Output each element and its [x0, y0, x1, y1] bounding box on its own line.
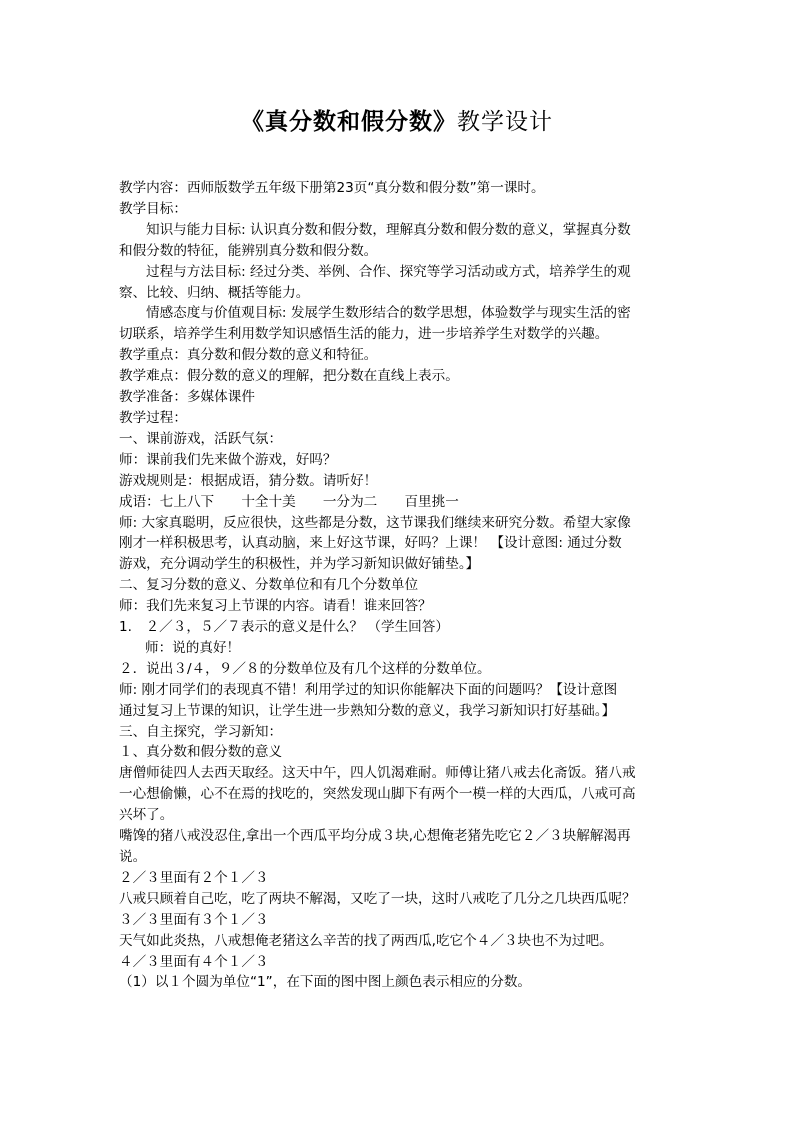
- teaching-difficulty: 教学难点：假分数的意义的理解，把分数在直线上表示。: [119, 368, 459, 385]
- document-body: [119, 178, 679, 993]
- paragraph-line: 通过复习上节课的知识，让学生进一步熟知分数的意义，我学习新知识打好基础。】: [119, 702, 616, 719]
- teaching-focus: 教学重点：真分数和假分数的意义和特征。: [119, 347, 378, 364]
- paragraph-line: 一心想偷懒，心不在焉的找吃的，突然发现山脚下有两个一模一样的大西瓜，八戒可高: [119, 786, 636, 803]
- knowledge-objective: 知识与能力目标: 认识真分数和假分数，理解真分数和假分数的意义，掌握真分数: [146, 221, 631, 238]
- question-1: 1. ２／３，５／７表示的意义是什么？ （学生回答）: [119, 619, 449, 636]
- subsection-heading: １、真分数和假分数的意义: [119, 744, 283, 761]
- paragraph-line: 天气如此炎热，八戒想俺老猪这么辛苦的找了两西瓜,吃它个４／３块也不为过吧。: [119, 932, 613, 949]
- paragraph-line: 游戏，充分调动学生的积极性，并为学习新知识做好铺垫。】: [119, 556, 480, 573]
- teaching-preparation: 教学准备：多媒体课件: [119, 389, 255, 406]
- teaching-content: 教学内容：西师版数学五年级下册第23页“真分数和假分数”第一课时。: [119, 180, 545, 196]
- attitude-objective-cont: 切联系，培养学生利用数学知识感悟生活的能力，进一步培养学生对数学的兴趣。: [119, 326, 609, 343]
- section-3-heading: 三、自主探究，学习新知：: [119, 723, 283, 740]
- paragraph-line: 师：我们先来复习上节课的内容。请看！谁来回答？: [119, 598, 432, 615]
- attitude-objective: 情感态度与价值观目标: 发展学生数形结合的数学思想，体验数学与现实生活的密: [146, 305, 631, 322]
- fraction-line: ３／３里面有３个１／３: [119, 911, 269, 928]
- fraction-line: ４／３里面有４个１／３: [119, 953, 269, 970]
- process-objective-cont: 察、比较、归纳、概括等能力。: [119, 284, 310, 301]
- paragraph-line: 唐僧师徒四人去西天取经。这天中午，四人饥渴难耐。师傅让猪八戒去化斋饭。猪八戒: [119, 765, 636, 782]
- teaching-objectives-heading: 教学目标：: [119, 200, 187, 217]
- paragraph-line: 游戏规则是：根据成语，猜分数。请听好！: [119, 472, 378, 489]
- paragraph-line: 师: 刚才同学们的表现真不错！利用学过的知识你能解决下面的问题吗？【设计意图: [119, 681, 618, 698]
- paragraph-line: 八戒只顾着自己吃，吃了两块不解渴，又吃了一块，这时八戒吃了几分之几块西瓜呢？: [119, 890, 636, 907]
- paragraph-line: （1）以１个圆为单位“1”，在下面的图中图上颜色表示相应的分数。: [119, 974, 532, 991]
- teaching-process-heading: 教学过程：: [119, 409, 187, 426]
- page-title: [0, 103, 794, 136]
- paragraph-line: 兴坏了。: [119, 807, 174, 824]
- section-2-heading: 二、复习分数的意义、分数单位和有几个分数单位: [119, 577, 419, 594]
- title-suffix: 教学设计: [457, 109, 553, 135]
- paragraph-line: 说。: [119, 849, 147, 865]
- section-1-heading: 一、课前游戏，活跃气氛：: [119, 430, 283, 447]
- fraction-line: ２／３里面有２个１／３: [119, 869, 269, 886]
- title-main: 《真分数和假分数》: [241, 108, 457, 135]
- process-objective: 过程与方法目标: 经过分类、举例、合作、探究等学习活动或方式，培养学生的观: [146, 263, 631, 280]
- question-2: ２．说出３/４，９／８的分数单位及有几个这样的分数单位。: [119, 660, 491, 677]
- paragraph-line: 师：说的真好！: [145, 639, 241, 656]
- idioms-line: 成语：七上八下 十全十美 一分为二 百里挑一: [119, 493, 459, 510]
- paragraph-line: 嘴馋的猪八戒没忍住,拿出一个西瓜平均分成３块,心想俺老猪先吃它２／３块解解渴再: [119, 828, 631, 845]
- knowledge-objective-cont: 和假分数的特征，能辨别真分数和假分数。: [119, 242, 378, 259]
- paragraph-line: 师: 大家真聪明，反应很快，这些都是分数，这节课我们继续来研究分数。希望大家像: [119, 514, 631, 531]
- paragraph-line: 师：课前我们先来做个游戏，好吗？: [119, 451, 337, 468]
- paragraph-line: 刚才一样积极思考，认真动脑，来上好这节课，好吗？上课！ 【设计意图: 通过分数: [119, 535, 622, 552]
